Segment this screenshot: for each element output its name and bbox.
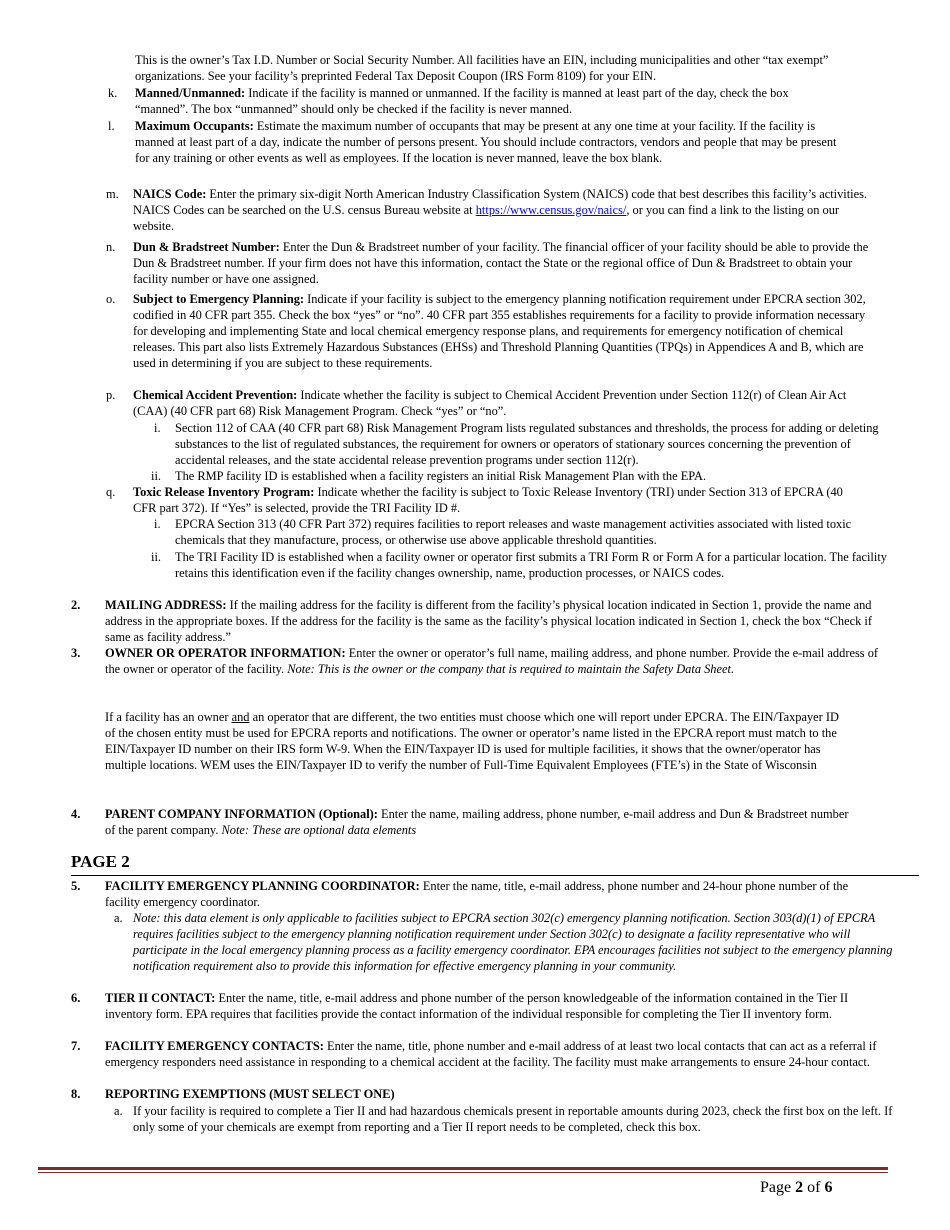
section-4-title: PARENT COMPANY INFORMATION (Optional): <box>105 807 378 821</box>
section-3-para-before: If a facility has an owner <box>105 710 232 724</box>
item-l-text: Estimate the maximum number of occupants that may be present at any one time at your facility. If the facility is manned at least part of a day, indicate the number of persons present. You should include contractors, vendors and people that may be present for any training or other events as well as employees. If the location is never manned, leave the box blank. <box>135 119 837 165</box>
section-6-title: TIER II CONTACT: <box>105 991 216 1005</box>
item-k <box>135 85 801 117</box>
section-5-a <box>133 910 893 974</box>
section-8-title: REPORTING EXEMPTIONS (MUST SELECT ONE) <box>105 1087 395 1101</box>
item-p-i <box>175 420 890 468</box>
section-4-marker: 4. <box>71 807 81 821</box>
section-7 <box>105 1038 880 1070</box>
item-q-ii-marker: ii. <box>151 550 161 564</box>
section-2-text: If the mailing address for the facility is different from the facility’s physical location indicated in Section 1, provide the name and address in the appropriate boxes. If the address for the facility is the same as the facility’s physical location indicated in Section 1, check the box “Check if same as facility address.” <box>105 598 872 644</box>
section-2 <box>105 597 890 645</box>
section-3-text: Enter the owner or operator’s full name, mailing address, and phone number. Provide the e-mail address of the owner or operator of the facility. <box>105 646 879 676</box>
section-8-a <box>133 1103 898 1135</box>
item-p-i-text: Section 112 of CAA (40 CFR part 68) Risk Management Program lists regulated substances and thresholds, the process for adding or deleting substances to the list of regulated substances, the requirement for owners or operators of stationary sources concerning the prevention of accidental releases, and the state accidental release prevention programs under section 112(r). <box>175 421 879 467</box>
item-o-title: Subject to Emergency Planning: <box>133 292 305 306</box>
item-n-marker: n. <box>106 240 116 254</box>
page-2-heading: PAGE 2 <box>71 852 130 871</box>
ein-continuation-text: This is the owner’s Tax I.D. Number or Social Security Number. All facilities have an EIN, including municipalities and other “tax exempt” organizations. See your facility’s preprinted Federal Tax Deposit Coupon (IRS Form 8109) for your EIN. <box>135 53 829 83</box>
item-k-title: Manned/Unmanned: <box>135 86 246 100</box>
item-n-text: Enter the Dun & Bradstreet number of your facility. The financial officer of your facility should be able to provide the Dun & Bradstreet number. If your firm does not have this information, contact the State or the regional office of Dun & Bradstreet to obtain your facility number or have one assigned. <box>133 240 869 286</box>
section-5-marker: 5. <box>71 879 81 893</box>
item-m-text-after: , or you can find a link to the listing on our website. <box>133 203 840 233</box>
section-7-title: FACILITY EMERGENCY CONTACTS: <box>105 1039 324 1053</box>
item-m-text: Enter the primary six-digit North American Industry Classification System (NAICS) code that best describes this facility’s activities. NAICS Codes can be searched on the U.S. census Bureau website at <box>133 187 868 217</box>
section-8-a-marker: a. <box>114 1104 123 1118</box>
item-p-i-marker: i. <box>154 421 161 435</box>
page-number <box>760 1178 832 1198</box>
heading-rule <box>71 875 919 876</box>
page-word: Page <box>760 1179 796 1196</box>
section-7-text: Enter the name, title, phone number and e-mail address of at least two local contacts that can act as a referral if emergency responders need assistance in responding to a chemical accident at the facility. The facility must make arrangements to ensure 24-hour contact. <box>105 1039 877 1069</box>
item-q-ii <box>175 549 890 581</box>
section-8 <box>105 1086 890 1102</box>
section-6-marker: 6. <box>71 991 81 1005</box>
section-6 <box>105 990 890 1022</box>
section-5-title: FACILITY EMERGENCY PLANNING COORDINATOR: <box>105 879 420 893</box>
item-p-ii-marker: ii. <box>151 469 161 483</box>
item-o-marker: o. <box>106 292 116 306</box>
naics-link[interactable]: https://www.census.gov/naics/ <box>475 203 627 217</box>
item-q <box>133 484 868 516</box>
section-4 <box>105 806 860 838</box>
item-o <box>133 291 873 371</box>
section-5 <box>105 878 875 910</box>
item-n-title: Dun & Bradstreet Number: <box>133 240 280 254</box>
item-p-title: Chemical Accident Prevention: <box>133 388 298 402</box>
section-4-note: Note: These are optional data elements <box>221 823 417 837</box>
item-p-marker: p. <box>106 388 116 402</box>
section-2-title: MAILING ADDRESS: <box>105 598 227 612</box>
item-q-text: Indicate whether the facility is subject to Toxic Release Inventory (TRI) under Section 313 of EPCRA (40 CFR part 372). If “Yes” is selected, provide the TRI Facility ID #. <box>133 485 843 515</box>
section-8-marker: 8. <box>71 1087 81 1101</box>
item-q-marker: q. <box>106 485 116 499</box>
section-3-para-and: and <box>231 710 250 724</box>
section-3-note: Note: This is the owner or the company that is required to maintain the Safety Data Sheet. <box>287 662 735 676</box>
item-m-title: NAICS Code: <box>133 187 207 201</box>
section-5-a-note: Note: this data element is only applicable to facilities subject to EPCRA section 302(c) emergency planning notification. Section 303(d)(1) of EPCRA requires facilities subject to the emergency planning notification requirement under Section 302(c) to designate a facility representative who will participate in the local emergency planning process as a facility emergency coordinator. EPA encourages facilities not subject to the emergency planning notification requirement also to provide this information for effective emergency planning in your community. <box>133 911 893 973</box>
section-3-title: OWNER OR OPERATOR INFORMATION: <box>105 646 346 660</box>
section-5-a-marker: a. <box>114 911 123 925</box>
total-pages: 6 <box>824 1179 833 1196</box>
footer-rule-thick <box>38 1167 888 1170</box>
item-k-text: Indicate if the facility is manned or unmanned. If the facility is manned at least part of the day, check the box “manned”. The box “unmanned” should only be checked if the facility is never manned. <box>135 86 789 116</box>
section-7-marker: 7. <box>71 1039 81 1053</box>
section-3-para-after: an operator that are different, the two entities must choose which one will report under EPCRA. The EIN/Taxpayer ID of the chosen entity must be used for EPCRA reports and notifications. The owner or operator’s name listed in the EPCRA report must match to the EIN/Taxpayer ID number on their IRS form W-9. When the EIN/Taxpayer ID is used for multiple facilities, it shows that the owner/operator has multiple locations. WEM uses the EIN/Taxpayer ID to verify the number of Full-Time Equivalent Employees (FTE’s) in the State of Wisconsin <box>105 710 839 772</box>
item-p <box>133 387 868 419</box>
section-4-text: Enter the name, mailing address, phone number, e-mail address and Dun & Bradstreet number of the parent company. <box>105 807 849 837</box>
item-k-marker: k. <box>108 86 118 100</box>
item-q-i-marker: i. <box>154 517 161 531</box>
item-q-title: Toxic Release Inventory Program: <box>133 485 315 499</box>
item-n <box>133 239 885 287</box>
current-page: 2 <box>795 1179 804 1196</box>
ein-continuation <box>135 52 855 84</box>
section-5-text: Enter the name, title, e-mail address, phone number and 24-hour phone number of the facility emergency coordinator. <box>105 879 849 909</box>
item-l <box>135 118 847 166</box>
item-l-marker: l. <box>108 119 115 133</box>
item-q-ii-text: The TRI Facility ID is established when a facility owner or operator first submits a TRI Form R or Form A for a particular location. The facility retains this identification even if the facility changes ownership, name, production processes, or NAICS codes. <box>175 550 887 580</box>
item-o-text: Indicate if your facility is subject to the emergency planning notification requirement under EPCRA section 302, codified in 40 CFR part 355. Check the box “yes” or “no”. 40 CFR part 355 establishes requirements for a facility to provide information necessary for developing and implementing State and local chemical emergency response plans, and requirements for emergency notification of chemical releases. This part also lists Extremely Hazardous Substances (EHSs) and Threshold Planning Quantities (TPQs) in Appendices A and B, which are used in determining if you are subject to these requirements. <box>133 292 866 370</box>
section-3 <box>105 645 890 677</box>
section-3-marker: 3. <box>71 646 81 660</box>
footer-rule-thin <box>38 1172 888 1173</box>
item-q-i-text: EPCRA Section 313 (40 CFR Part 372) requires facilities to report releases and waste management activities associated with listed toxic chemicals that they manufacture, process, or otherwise use above applicable threshold quantities. <box>175 517 852 547</box>
item-m <box>133 186 878 234</box>
item-p-ii <box>175 468 890 484</box>
item-m-marker: m. <box>106 187 119 201</box>
of-word: of <box>803 1179 825 1196</box>
item-l-title: Maximum Occupants: <box>135 119 254 133</box>
section-8-a-text: If your facility is required to complete a Tier II and had hazardous chemicals present in reportable amounts during 2023, check the first box on the left. If only some of your chemicals are exempt from reporting and a Tier II report needs to be completed, check this box. <box>133 1104 893 1134</box>
section-3-paragraph <box>105 709 850 773</box>
item-q-i <box>175 516 890 548</box>
item-p-ii-text: The RMP facility ID is established when a facility registers an initial Risk Management Plan with the EPA. <box>175 469 707 483</box>
item-p-text: Indicate whether the facility is subject to Chemical Accident Prevention under Section 112(r) of Clean Air Act (CAA) (40 CFR part 68) Risk Management Program. Check “yes” or “no”. <box>133 388 847 418</box>
section-2-marker: 2. <box>71 598 81 612</box>
section-6-text: Enter the name, title, e-mail address and phone number of the person knowledgeable of the information contained in the Tier II inventory form. EPA requires that facilities provide the contact information of the individual responsible for completing the Tier II inventory form. <box>105 991 849 1021</box>
